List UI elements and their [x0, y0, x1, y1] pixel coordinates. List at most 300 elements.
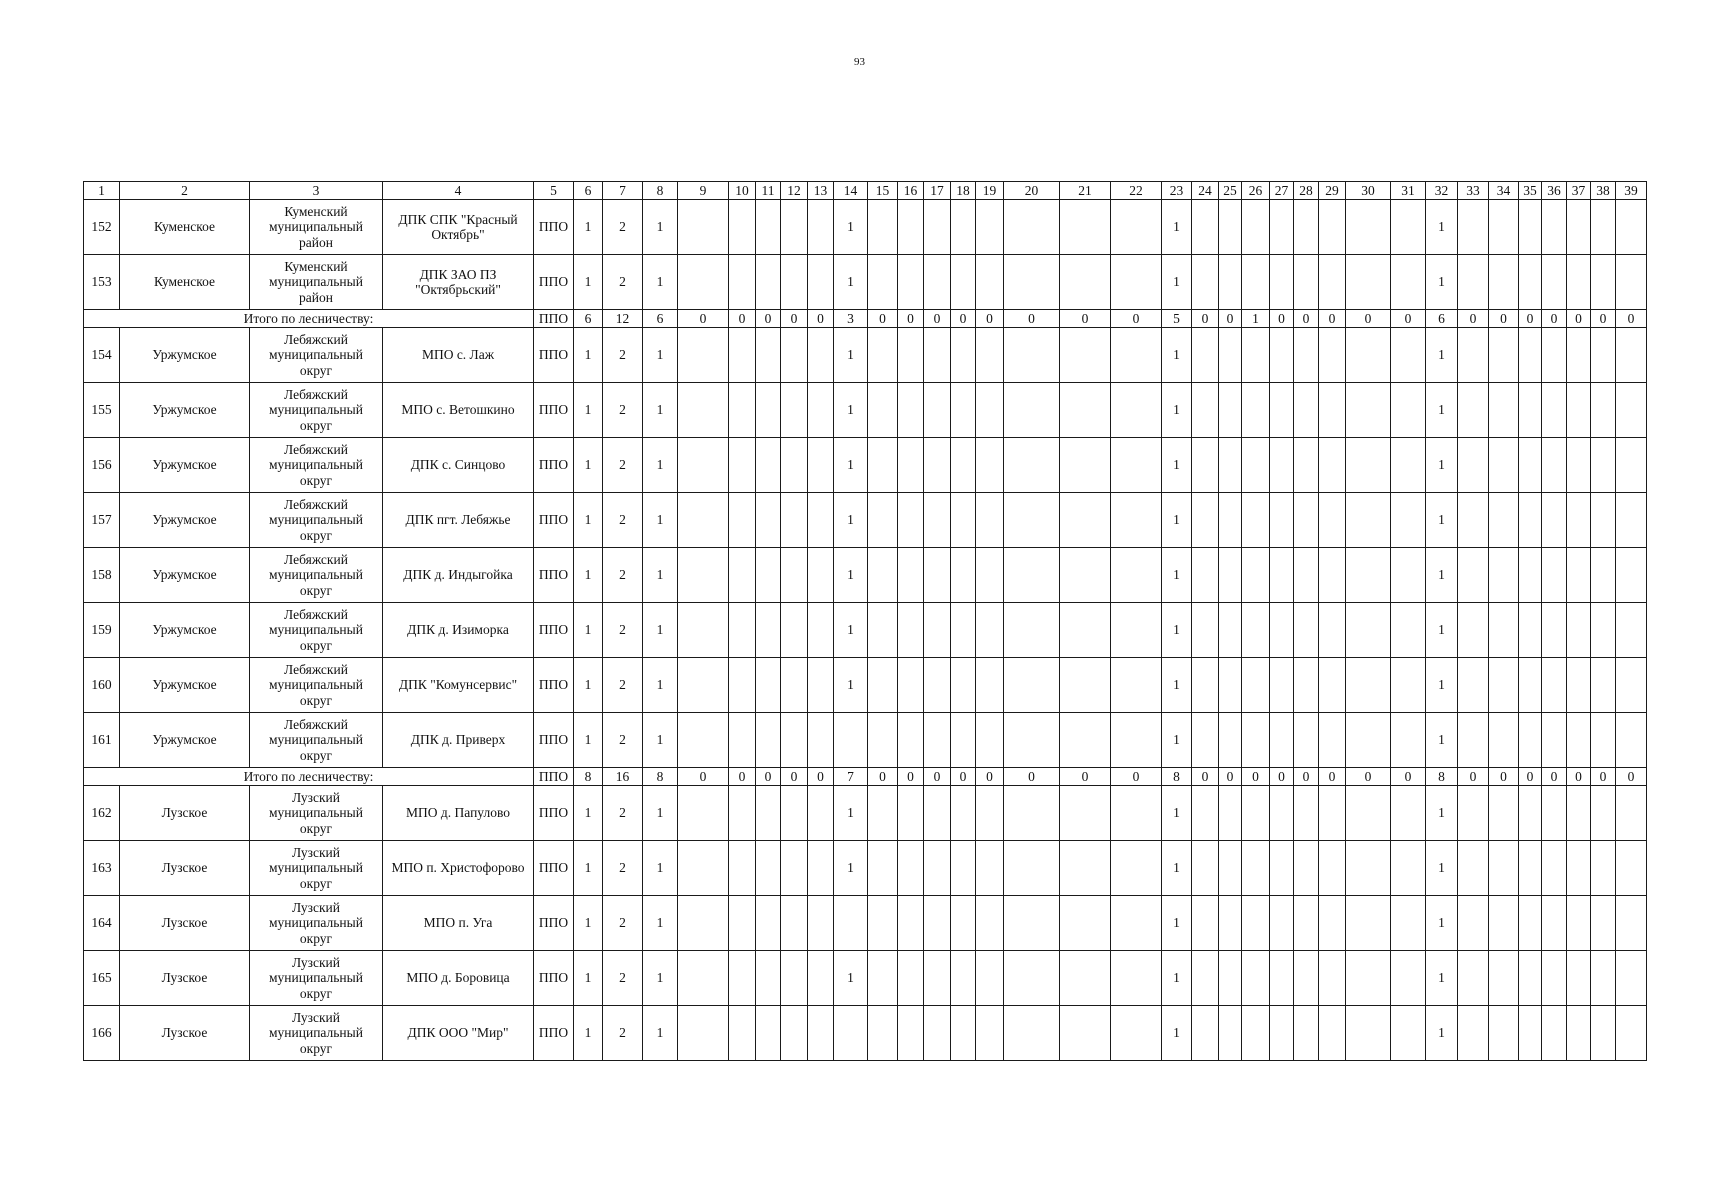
value-cell: [1219, 658, 1242, 713]
district-line: муниципальный: [269, 677, 363, 693]
value-cell: [951, 383, 976, 438]
value-cell: 1: [1162, 255, 1192, 310]
value-cell: [1616, 328, 1647, 383]
forestry-cell: Лузское: [120, 841, 250, 896]
total-cell: 0: [1270, 310, 1294, 328]
value-cell: [868, 896, 898, 951]
total-label: Итого по лесничеству:: [84, 768, 534, 786]
value-cell: [1346, 383, 1391, 438]
district-line: муниципальный: [269, 219, 363, 235]
value-cell: [1616, 438, 1647, 493]
value-cell: [868, 713, 898, 768]
value-cell: [808, 200, 834, 255]
value-cell: [808, 841, 834, 896]
forestry-cell: Куменское: [120, 255, 250, 310]
total-cell: 0: [1346, 310, 1391, 328]
district-line: Куменский: [284, 258, 348, 274]
value-cell: [1192, 200, 1219, 255]
value-cell: [781, 438, 808, 493]
total-cell: 0: [808, 310, 834, 328]
value-cell: 1: [1162, 328, 1192, 383]
value-cell: [729, 1006, 756, 1061]
value-cell: [1591, 603, 1616, 658]
value-cell: 1: [574, 658, 603, 713]
value-cell: [924, 713, 951, 768]
value-cell: [1391, 786, 1426, 841]
table-row: [84, 786, 1647, 841]
value-cell: [1346, 896, 1391, 951]
value-cell: [1519, 603, 1542, 658]
value-cell: [729, 841, 756, 896]
value-cell: [678, 713, 729, 768]
value-cell: 1: [1426, 383, 1458, 438]
column-header: 8: [643, 182, 678, 200]
value-cell: [678, 548, 729, 603]
district-line: Лузский: [292, 899, 340, 915]
value-cell: [1489, 200, 1519, 255]
value-cell: [1294, 255, 1319, 310]
value-cell: [951, 658, 976, 713]
district-line: муниципальный: [269, 805, 363, 821]
value-cell: [1458, 786, 1489, 841]
value-cell: 1: [574, 383, 603, 438]
value-cell: [898, 328, 924, 383]
value-cell: [1319, 548, 1346, 603]
value-cell: 2: [603, 951, 643, 1006]
value-cell: [808, 255, 834, 310]
total-cell: 0: [1616, 310, 1647, 328]
value-cell: 1: [834, 951, 868, 1006]
value-cell: [1319, 603, 1346, 658]
value-cell: [1542, 713, 1567, 768]
value-cell: [1192, 383, 1219, 438]
column-header: 39: [1616, 182, 1647, 200]
value-cell: [951, 493, 976, 548]
value-cell: [1567, 383, 1591, 438]
forestry-cell: Лузское: [120, 786, 250, 841]
value-cell: 1: [574, 603, 603, 658]
forestry-cell: Уржумское: [120, 438, 250, 493]
value-cell: 1: [1426, 786, 1458, 841]
value-cell: [1004, 1006, 1060, 1061]
value-cell: [1111, 951, 1162, 1006]
value-cell: 1: [1426, 493, 1458, 548]
district-line: округ: [299, 820, 333, 836]
value-cell: [1489, 603, 1519, 658]
value-cell: [1616, 1006, 1647, 1061]
value-cell: 1: [574, 328, 603, 383]
total-cell: 6: [574, 310, 603, 328]
value-cell: [1519, 713, 1542, 768]
district-line: Лебяжский: [284, 441, 348, 457]
value-cell: [1294, 896, 1319, 951]
value-cell: [678, 493, 729, 548]
value-cell: [729, 658, 756, 713]
value-cell: [976, 786, 1004, 841]
value-cell: [729, 896, 756, 951]
value-cell: 1: [643, 548, 678, 603]
organization-cell: ДПК д. Изиморка: [383, 603, 534, 658]
total-cell: ППО: [534, 310, 574, 328]
value-cell: [1192, 255, 1219, 310]
forestry-cell: Лузское: [120, 951, 250, 1006]
district-line: округ: [299, 875, 333, 891]
value-cell: [1616, 255, 1647, 310]
value-cell: 1: [834, 328, 868, 383]
value-cell: 2: [603, 896, 643, 951]
value-cell: [1004, 603, 1060, 658]
value-cell: 1: [643, 1006, 678, 1061]
value-cell: [1319, 786, 1346, 841]
value-cell: [1270, 841, 1294, 896]
value-cell: [1458, 548, 1489, 603]
total-cell: 0: [1542, 768, 1567, 786]
value-cell: 1: [574, 200, 603, 255]
total-cell: 0: [1319, 768, 1346, 786]
value-cell: [1616, 493, 1647, 548]
value-cell: [1542, 896, 1567, 951]
value-cell: [1346, 951, 1391, 1006]
value-cell: [976, 200, 1004, 255]
district-line: округ: [299, 472, 333, 488]
table-row: [84, 658, 1647, 713]
value-cell: 1: [1426, 841, 1458, 896]
total-cell: 5: [1162, 310, 1192, 328]
column-header: 29: [1319, 182, 1346, 200]
district-line: муниципальный: [269, 732, 363, 748]
value-cell: [1616, 548, 1647, 603]
value-cell: [1489, 438, 1519, 493]
value-cell: [1270, 896, 1294, 951]
table-row: [84, 328, 1647, 383]
total-cell: 0: [1060, 310, 1111, 328]
value-cell: [1391, 658, 1426, 713]
value-cell: [898, 200, 924, 255]
value-cell: [1489, 658, 1519, 713]
value-cell: 1: [1426, 951, 1458, 1006]
total-cell: 0: [951, 768, 976, 786]
value-cell: 1: [1426, 658, 1458, 713]
value-cell: [1519, 255, 1542, 310]
value-cell: [1111, 200, 1162, 255]
value-cell: [1294, 841, 1319, 896]
column-header: 31: [1391, 182, 1426, 200]
district-cell: [250, 841, 383, 896]
district-line: Лебяжский: [284, 606, 348, 622]
value-cell: [1294, 493, 1319, 548]
total-cell: 6: [1426, 310, 1458, 328]
value-cell: [1270, 200, 1294, 255]
total-cell: 0: [808, 768, 834, 786]
value-cell: [1294, 658, 1319, 713]
table-row: [84, 841, 1647, 896]
value-cell: [1346, 786, 1391, 841]
district-line: район: [299, 289, 333, 305]
value-cell: [1567, 328, 1591, 383]
organization-cell: МПО п. Уга: [383, 896, 534, 951]
value-cell: [1567, 1006, 1591, 1061]
total-cell: ППО: [534, 768, 574, 786]
district-line: Куменский: [284, 203, 348, 219]
value-cell: [1242, 1006, 1270, 1061]
value-cell: [868, 438, 898, 493]
value-cell: [898, 841, 924, 896]
row-number: 154: [84, 328, 120, 383]
total-cell: 0: [898, 768, 924, 786]
value-cell: [729, 603, 756, 658]
value-cell: [1294, 383, 1319, 438]
value-cell: [1270, 786, 1294, 841]
total-cell: 0: [898, 310, 924, 328]
value-cell: 1: [643, 896, 678, 951]
value-cell: [1391, 383, 1426, 438]
value-cell: [924, 951, 951, 1006]
value-cell: [868, 1006, 898, 1061]
total-cell: 0: [1567, 310, 1591, 328]
total-cell: 8: [574, 768, 603, 786]
value-cell: [898, 383, 924, 438]
value-cell: [1192, 841, 1219, 896]
district-line: муниципальный: [269, 915, 363, 931]
row-number: 164: [84, 896, 120, 951]
value-cell: [1567, 548, 1591, 603]
column-header: 15: [868, 182, 898, 200]
district-line: округ: [299, 930, 333, 946]
value-cell: [1270, 951, 1294, 1006]
total-cell: 0: [1458, 310, 1489, 328]
value-cell: [1192, 438, 1219, 493]
value-cell: [729, 786, 756, 841]
value-cell: [1542, 383, 1567, 438]
value-cell: [1346, 493, 1391, 548]
value-cell: [1219, 255, 1242, 310]
value-cell: [1542, 951, 1567, 1006]
value-cell: [1591, 255, 1616, 310]
district-cell: [250, 951, 383, 1006]
value-cell: 1: [643, 493, 678, 548]
value-cell: [756, 328, 781, 383]
value-cell: [1111, 713, 1162, 768]
page-number: 93: [854, 56, 865, 68]
value-cell: 1: [574, 896, 603, 951]
value-cell: [924, 200, 951, 255]
value-cell: [729, 713, 756, 768]
value-cell: 1: [574, 548, 603, 603]
total-cell: 0: [1519, 768, 1542, 786]
value-cell: [1591, 493, 1616, 548]
row-number: 160: [84, 658, 120, 713]
value-cell: [1567, 603, 1591, 658]
column-header: 32: [1426, 182, 1458, 200]
value-cell: [729, 328, 756, 383]
value-cell: [1591, 438, 1616, 493]
value-cell: 2: [603, 255, 643, 310]
value-cell: 1: [1162, 786, 1192, 841]
value-cell: [1391, 896, 1426, 951]
value-cell: [951, 951, 976, 1006]
total-cell: 0: [1219, 768, 1242, 786]
value-cell: [898, 603, 924, 658]
value-cell: ППО: [534, 548, 574, 603]
column-header: 33: [1458, 182, 1489, 200]
value-cell: [1591, 200, 1616, 255]
value-cell: [976, 438, 1004, 493]
value-cell: [1060, 1006, 1111, 1061]
value-cell: [1519, 200, 1542, 255]
value-cell: [868, 200, 898, 255]
value-cell: [868, 658, 898, 713]
value-cell: [756, 713, 781, 768]
value-cell: [756, 493, 781, 548]
value-cell: [1060, 200, 1111, 255]
value-cell: [1111, 786, 1162, 841]
value-cell: [1060, 383, 1111, 438]
value-cell: [1591, 383, 1616, 438]
value-cell: [1111, 255, 1162, 310]
total-cell: 0: [1111, 310, 1162, 328]
value-cell: [729, 951, 756, 1006]
value-cell: [1489, 383, 1519, 438]
total-cell: 16: [603, 768, 643, 786]
total-cell: 0: [678, 768, 729, 786]
value-cell: [1219, 200, 1242, 255]
value-cell: [1242, 713, 1270, 768]
value-cell: [1567, 841, 1591, 896]
value-cell: [781, 493, 808, 548]
value-cell: ППО: [534, 328, 574, 383]
value-cell: 1: [1426, 1006, 1458, 1061]
value-cell: 1: [643, 383, 678, 438]
value-cell: [1458, 493, 1489, 548]
value-cell: [1391, 713, 1426, 768]
value-cell: [808, 786, 834, 841]
organization-cell: МПО д. Папулово: [383, 786, 534, 841]
table-row: [84, 951, 1647, 1006]
value-cell: [1489, 548, 1519, 603]
value-cell: [1489, 951, 1519, 1006]
district-line: Лузский: [292, 844, 340, 860]
value-cell: [1111, 328, 1162, 383]
value-cell: [1111, 1006, 1162, 1061]
value-cell: [1294, 951, 1319, 1006]
value-cell: [1458, 951, 1489, 1006]
total-cell: 0: [1111, 768, 1162, 786]
district-line: округ: [299, 582, 333, 598]
value-cell: [898, 438, 924, 493]
value-cell: [1192, 493, 1219, 548]
value-cell: [951, 200, 976, 255]
value-cell: 2: [603, 1006, 643, 1061]
value-cell: [1519, 438, 1542, 493]
value-cell: [756, 548, 781, 603]
row-number: 161: [84, 713, 120, 768]
value-cell: [1391, 951, 1426, 1006]
district-cell: [250, 255, 383, 310]
district-line: Лузский: [292, 789, 340, 805]
value-cell: [1591, 713, 1616, 768]
district-line: округ: [299, 637, 333, 653]
value-cell: 2: [603, 438, 643, 493]
value-cell: 1: [1162, 438, 1192, 493]
value-cell: [1319, 328, 1346, 383]
value-cell: [868, 255, 898, 310]
value-cell: 2: [603, 328, 643, 383]
value-cell: [1004, 438, 1060, 493]
value-cell: ППО: [534, 951, 574, 1006]
value-cell: [1519, 328, 1542, 383]
value-cell: [1458, 200, 1489, 255]
column-header: 34: [1489, 182, 1519, 200]
value-cell: [834, 713, 868, 768]
column-header: 12: [781, 182, 808, 200]
district-cell: [250, 328, 383, 383]
value-cell: [898, 713, 924, 768]
value-cell: [729, 438, 756, 493]
value-cell: [1270, 328, 1294, 383]
value-cell: [1542, 328, 1567, 383]
total-cell: 0: [1542, 310, 1567, 328]
total-label: Итого по лесничеству:: [84, 310, 534, 328]
value-cell: 1: [834, 493, 868, 548]
value-cell: [1458, 841, 1489, 896]
value-cell: [951, 713, 976, 768]
value-cell: [1242, 658, 1270, 713]
district-line: Лузский: [292, 1009, 340, 1025]
value-cell: [1391, 200, 1426, 255]
value-cell: [1219, 383, 1242, 438]
value-cell: [1391, 328, 1426, 383]
value-cell: 2: [603, 200, 643, 255]
column-header: 20: [1004, 182, 1060, 200]
value-cell: [1219, 548, 1242, 603]
column-header: 35: [1519, 182, 1542, 200]
column-header: 28: [1294, 182, 1319, 200]
district-line: Лебяжский: [284, 331, 348, 347]
organization-cell: ДПК "Комунсервис": [383, 658, 534, 713]
value-cell: [1458, 603, 1489, 658]
value-cell: [1616, 713, 1647, 768]
column-header: 27: [1270, 182, 1294, 200]
total-cell: 12: [603, 310, 643, 328]
total-cell: 0: [976, 310, 1004, 328]
value-cell: [1591, 1006, 1616, 1061]
table-row: [84, 896, 1647, 951]
district-line: Лебяжский: [284, 716, 348, 732]
forestry-cell: Лузское: [120, 1006, 250, 1061]
column-header: 19: [976, 182, 1004, 200]
value-cell: [1242, 255, 1270, 310]
value-cell: [1192, 713, 1219, 768]
value-cell: [781, 658, 808, 713]
value-cell: [924, 255, 951, 310]
value-cell: [924, 548, 951, 603]
value-cell: [1458, 896, 1489, 951]
value-cell: 1: [574, 255, 603, 310]
forestry-cell: Уржумское: [120, 713, 250, 768]
value-cell: [976, 951, 1004, 1006]
value-cell: [1004, 786, 1060, 841]
value-cell: ППО: [534, 603, 574, 658]
value-cell: ППО: [534, 255, 574, 310]
district-line: муниципальный: [269, 1025, 363, 1041]
column-header: 14: [834, 182, 868, 200]
table-row: [84, 493, 1647, 548]
value-cell: [924, 786, 951, 841]
value-cell: [1567, 713, 1591, 768]
value-cell: [1616, 200, 1647, 255]
value-cell: [868, 841, 898, 896]
district-line: округ: [299, 1040, 333, 1056]
